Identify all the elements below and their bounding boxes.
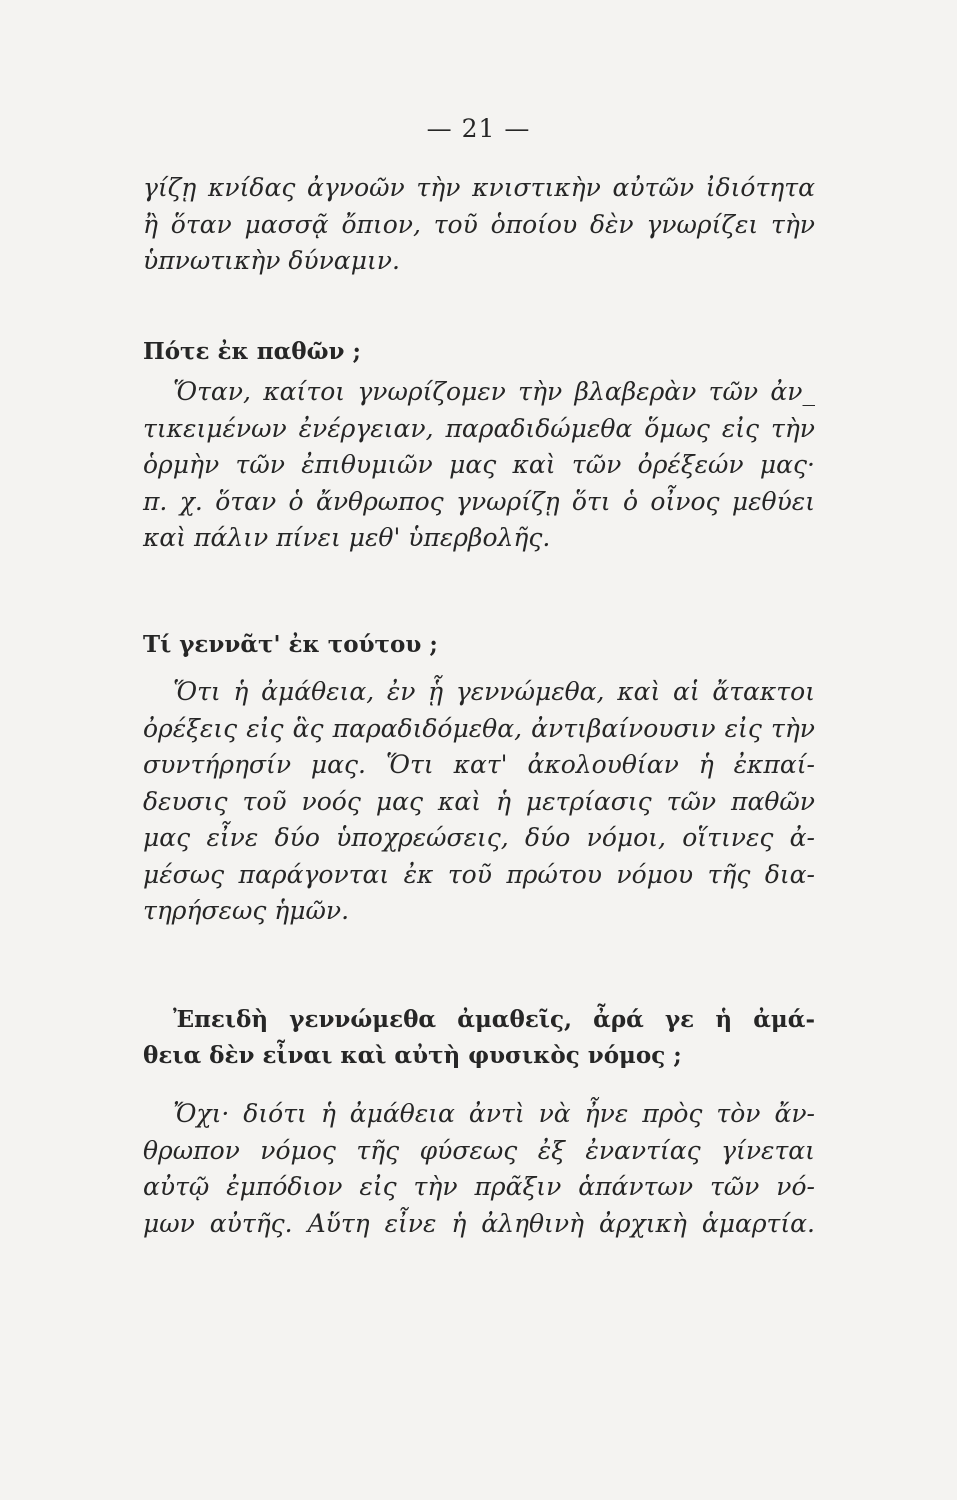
text-line: π. χ. ὅταν ὁ ἄνθρωπος γνωρίζῃ ὅτι ὁ οἶνος μεθύει	[143, 486, 815, 516]
question-heading	[143, 334, 815, 370]
text-line: τηρήσεως ἡμῶν.	[143, 896, 350, 925]
text-line: τικειμένων ἐνέργειαν, παραδιδώμεθα ὅμως εἰς τὴν	[143, 413, 815, 443]
text-line: Ὅταν, καίτοι γνωρίζομεν τὴν βλαβερὰν τῶν ἀν_	[173, 377, 815, 406]
text-line: Ὅτι ἡ ἀμάθεια, ἐν ᾗ γεννώμεθα, καὶ αἱ ἄτακτοι	[173, 677, 815, 706]
answer-paragraph	[143, 1096, 815, 1242]
text-line: μων αὐτῆς. Αὕτη εἶνε ἡ ἀληθινὴ ἀρχικὴ ἁμαρτία.	[143, 1208, 815, 1238]
text-line: ἢ ὅταν μασσᾷ ὄπιον, τοῦ ὁποίου δὲν γνωρίζει τὴν	[143, 209, 815, 239]
question-line: Πότε ἐκ παθῶν ;	[143, 338, 361, 365]
question-line: Ἐπειδὴ γεννώμεθα ἀμαθεῖς, ἆρά γε ἡ ἀμά-	[173, 1006, 815, 1033]
question-heading	[143, 627, 815, 663]
text-line: συντήρησίν μας. Ὅτι κατ' ἀκολουθίαν ἡ ἐκπαί-	[143, 750, 815, 779]
text-line: μέσως παράγονται ἐκ τοῦ πρώτου νόμου τῆς δια-	[143, 859, 815, 889]
text-line: δευσις τοῦ νοός μας καὶ ἡ μετρίασις τῶν παθῶν	[143, 786, 815, 816]
text-line: αὐτῷ ἐμπόδιον εἰς τὴν πρᾶξιν ἁπάντων τῶν νό-	[143, 1172, 815, 1201]
question-heading	[143, 1002, 815, 1074]
page-number: — 21 —	[426, 114, 531, 143]
question-line: θεια δὲν εἶναι καὶ αὐτὴ φυσικὸς νόμος ;	[143, 1042, 682, 1069]
text-line: θρωπον νόμος τῆς φύσεως ἐξ ἐναντίας γίνεται	[143, 1135, 815, 1165]
text-line: Ὄχι· διότι ἡ ἀμάθεια ἀντὶ νὰ ἦνε πρὸς τὸν ἄν-	[173, 1099, 815, 1128]
answer-paragraph	[143, 674, 815, 930]
text-line: ὀρέξεις εἰς ἃς παραδιδόμεθα, ἀντιβαίνουσιν εἰς τὴν	[143, 713, 815, 743]
answer-paragraph	[143, 374, 815, 557]
text-line: ὑπνωτικὴν δύναμιν.	[143, 246, 400, 275]
text-line: ὁρμὴν τῶν ἐπιθυμιῶν μας καὶ τῶν ὀρέξεών μας·	[143, 450, 815, 479]
text-line: καὶ πάλιν πίνει μεθ' ὑπερβολῆς.	[143, 523, 551, 552]
text-line: μας εἶνε δύο ὑποχρεώσεις, δύο νόμοι, οἵτινες ἀ-	[143, 823, 815, 852]
paragraph-continuation	[143, 170, 815, 280]
text-line: γίζῃ κνίδας ἀγνοῶν τὴν κνιστικὴν αὐτῶν ἰδιότητα	[143, 173, 815, 202]
question-line: Τί γεννᾶτ' ἐκ τούτου ;	[143, 631, 438, 658]
